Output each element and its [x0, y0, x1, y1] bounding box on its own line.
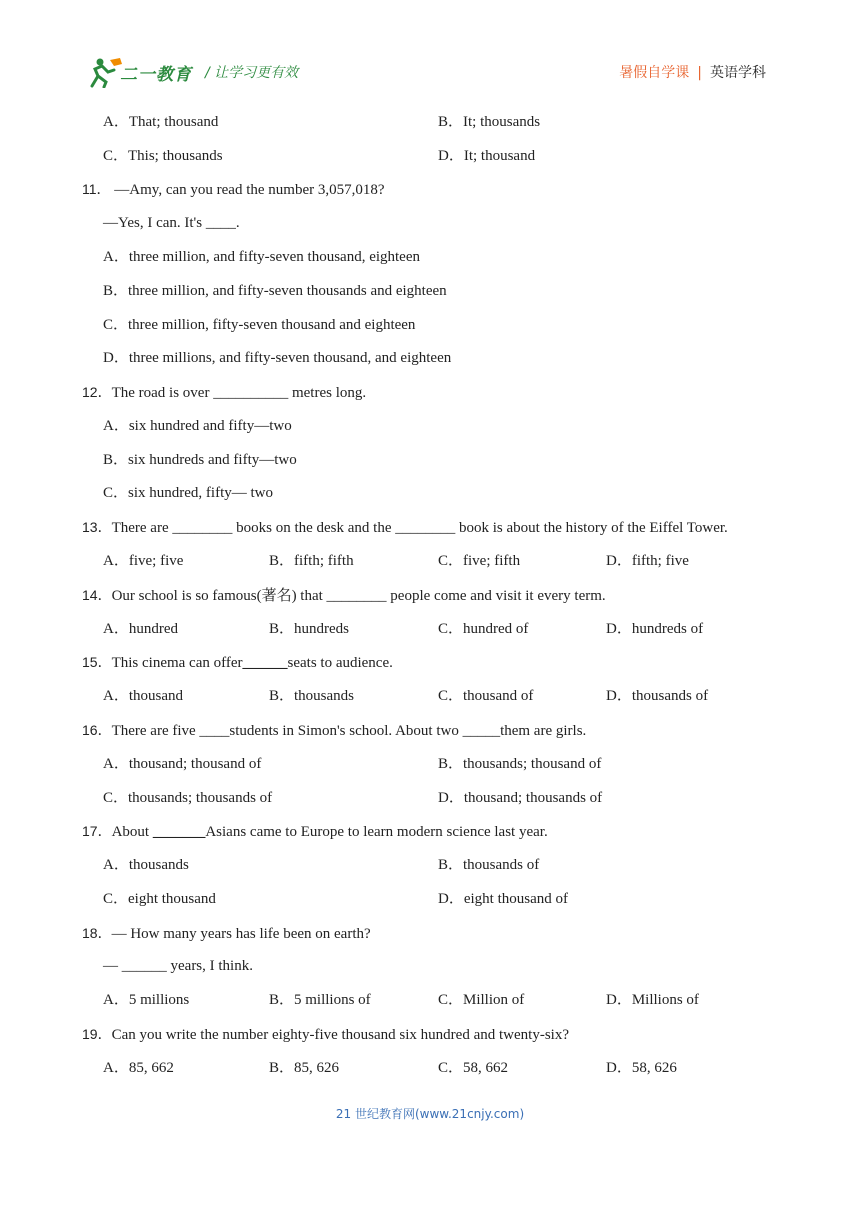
- question-number: 19．: [82, 1026, 112, 1042]
- q19-option-a: A．85, 662: [103, 1060, 174, 1076]
- question-text: — How many years has life been on earth?: [111, 926, 371, 942]
- q11-option-a: A．three million, and fifty-seven thousand, eighteen: [103, 249, 420, 265]
- question-text: Our school is so famous(著名) that ________ people come and visit it every term.: [111, 588, 606, 604]
- header-subject: 英语学科: [710, 65, 766, 81]
- q14-option-b: B．hundreds: [269, 621, 349, 637]
- question-15-stem: [82, 648, 393, 676]
- q11-option-b: B．three million, and fifty-seven thousands and eighteen: [103, 283, 447, 299]
- q15-option-d: D．thousands of: [606, 688, 709, 704]
- page-footer: 21 世纪教育网(www.21cnjy.com): [335, 1107, 525, 1121]
- q15-option-a: A．thousand: [103, 688, 183, 704]
- question-19-stem: [82, 1020, 569, 1048]
- question-11-stem: [82, 175, 385, 203]
- q19-option-b: B．85, 626: [269, 1060, 340, 1076]
- question-number: 12．: [82, 384, 112, 400]
- question-text: This cinema can offer: [111, 655, 243, 671]
- header-slogan: / 让学习更有效: [205, 65, 299, 81]
- question-number: 18．: [82, 925, 112, 941]
- page-header: [0, 0, 860, 100]
- q18-option-b: B．5 millions of: [269, 992, 371, 1008]
- q10-option-b: B．It; thousands: [438, 114, 541, 130]
- q19-option-d: D．58, 626: [606, 1060, 677, 1076]
- question-17-stem: [82, 817, 548, 845]
- question-13-stem: [82, 513, 728, 541]
- q17-option-b: B．thousands of: [438, 857, 540, 873]
- q14-option-a: A．hundred: [103, 621, 178, 637]
- q17-option-d: D．eight thousand of: [438, 891, 568, 907]
- question-number: 14．: [82, 587, 112, 603]
- q13-option-b: B．fifth; fifth: [269, 553, 354, 569]
- answer-blank: _______: [152, 824, 206, 840]
- question-text: About: [111, 824, 153, 840]
- q17-option-c: C．eight thousand: [103, 891, 216, 907]
- logo-text: 二一教育: [120, 65, 192, 85]
- q18-option-a: A．5 millions: [103, 992, 190, 1008]
- question-number: 13．: [82, 519, 112, 535]
- question-text: The road is over __________ metres long.: [111, 385, 367, 401]
- q11-option-c: C．three million, fifty-seven thousand and eighteen: [103, 317, 416, 333]
- question-text-end: Asians came to Europe to learn modern science last year.: [205, 824, 548, 840]
- question-text: There are ________ books on the desk and the ________ book is about the history of the Eiffel Tower.: [111, 520, 728, 536]
- q17-option-a: A．thousands: [103, 857, 189, 873]
- q12-option-a: A．six hundred and fifty—two: [103, 418, 292, 434]
- q14-option-d: D．hundreds of: [606, 621, 704, 637]
- question-number: 15．: [82, 654, 112, 670]
- question-text-end: seats to audience.: [287, 655, 393, 671]
- q18-option-c: C．Million of: [438, 992, 525, 1008]
- q16-option-a: A．thousand; thousand of: [103, 756, 262, 772]
- q10-option-d: D．It; thousand: [438, 148, 536, 164]
- q13-option-a: A．five; five: [103, 553, 184, 569]
- q14-option-c: C．hundred of: [438, 621, 529, 637]
- q16-option-c: C．thousands; thousands of: [103, 790, 273, 806]
- q12-option-b: B．six hundreds and fifty—two: [103, 452, 297, 468]
- header-right: [619, 62, 766, 82]
- q10-option-c: C．This; thousands: [103, 148, 223, 164]
- question-number: 16．: [82, 722, 112, 738]
- q19-option-c: C．58, 662: [438, 1060, 509, 1076]
- q15-option-b: B．thousands: [269, 688, 355, 704]
- q16-option-b: B．thousands; thousand of: [438, 756, 602, 772]
- q16-option-d: D．thousand; thousands of: [438, 790, 603, 806]
- q13-option-c: C．five; fifth: [438, 553, 521, 569]
- question-text: Can you write the number eighty-five thousand six hundred and twenty-six?: [111, 1027, 569, 1043]
- q13-option-d: D．fifth; five: [606, 553, 689, 569]
- question-16-stem: [82, 716, 586, 744]
- header-course: 暑假自学课: [619, 65, 690, 81]
- q10-option-a: A．That; thousand: [103, 114, 219, 130]
- question-number: 11．: [82, 181, 111, 197]
- q15-option-c: C．thousand of: [438, 688, 534, 704]
- question-text: There are five ____students in Simon's school. About two _____them are girls.: [111, 723, 587, 739]
- question-12-stem: [82, 378, 366, 406]
- question-18-response: — ______ years, I think.: [103, 958, 253, 974]
- question-text: —Amy, can you read the number 3,057,018?: [110, 182, 385, 198]
- q18-option-d: D．Millions of: [606, 992, 699, 1008]
- question-number: 17．: [82, 823, 112, 839]
- question-14-stem: [82, 581, 606, 609]
- header-separator: |: [697, 65, 702, 81]
- q12-option-c: C．six hundred, fifty— two: [103, 485, 273, 501]
- question-18-stem: [82, 919, 371, 947]
- answer-blank: ______: [242, 655, 288, 671]
- q11-option-d: D．three millions, and fifty-seven thousand, and eighteen: [103, 350, 452, 366]
- question-11-response: —Yes, I can. It's ____.: [103, 215, 240, 231]
